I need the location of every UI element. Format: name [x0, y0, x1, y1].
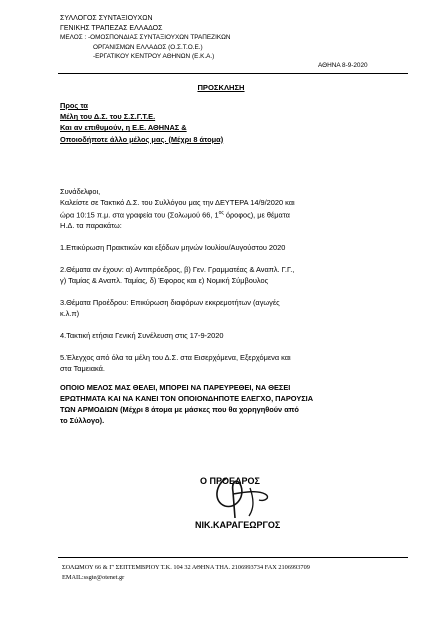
addressee-line-3: Και αν επιθυμούν, η Ε.Ε. ΑΘΗΝΑΣ &	[60, 123, 187, 133]
agenda-item-3-line-2: κ.λ.π)	[60, 309, 80, 319]
greeting: Συνάδελφοι,	[60, 187, 101, 196]
letterhead-line-3: ΜΕΛΟΣ : -ΟΜΟΣΠΟΝΔΙΑΣ ΣΥΝΤΑΞΙΟΥΧΩΝ ΤΡΑΠΕΖΙΚΩΝ	[60, 34, 231, 42]
agenda-item-3-line-1: 3.Θέματα Προέδρου: Επικύρωση διαφόρων εκκρεμοτήτων (αγωγές	[60, 298, 280, 308]
letterhead-line-5: -ΕΡΓΑΤΙΚΟΥ ΚΕΝΤΡΟΥ ΑΘΗΝΩΝ (Ε.Κ.Α.)	[93, 53, 215, 61]
addressee-block	[60, 100, 223, 145]
agenda-item-4: 4.Τακτική ετήσια Γενική Συνέλευση στις 17-9-2020	[60, 331, 224, 341]
agenda-item-5-line-2: στα Ταμειακά.	[60, 364, 105, 374]
intro-line-1: Καλείστε σε Τακτικό Δ.Σ. του Συλλόγου μας την ΔΕΥΤΕΡΑ 14/9/2020 και	[60, 198, 295, 207]
addressee-line-1: Προς τα	[60, 101, 88, 110]
signature-role: Ο ΠΡΟΕΔΡΟΣ	[200, 476, 260, 486]
header-divider	[58, 73, 408, 74]
footer-email: EMAIL:ssgte@otenet.gr	[62, 573, 125, 581]
agenda-item-2-line-1: 2.Θέματα αν έχουν: α) Αντιπρόεδρος, β) Γεν. Γραμματέας & Αναπλ. Γ.Γ.,	[60, 265, 295, 275]
letterhead	[60, 14, 231, 62]
agenda-item-2-line-2: γ) Ταμίας & Αναπλ. Ταμίας, δ) Έφορος και ε) Νομική Σύμβουλος	[60, 276, 269, 286]
addressee-line-4: Οποιοδήποτε άλλο μέλος μας. (Μέχρι 8 άτομα)	[60, 134, 224, 144]
intro-line-2: ώρα 10:15 π.μ. στα γραφεία του (Σολωμού 66, $1^{o\varsigma}$ όροφος), με θέματα	[60, 210, 290, 220]
notice-line-4: το Σύλλογο).	[60, 416, 105, 426]
document-date: ΑΘΗΝΑ 8-9-2020	[318, 62, 368, 69]
handwritten-signature	[205, 472, 285, 522]
agenda-item-1: 1.Επικύρωση Πρακτικών και εξόδων μηνών Ιουλίου/Αυγούστου 2020	[60, 243, 286, 253]
notice-line-1: ΟΠΟΙΟ ΜΕΛΟΣ ΜΑΣ ΘΕΛΕΙ, ΜΠΟΡΕΙ ΝΑ ΠΑΡΕΥΡΕΘΕΙ, ΝΑ ΘΕΣΕΙ	[60, 383, 291, 393]
document-title: ΠΡΟΣΚΛΗΣΗ	[197, 83, 245, 92]
addressee-line-2: Μέλη του Δ.Σ. του Σ.Σ.Γ.Τ.Ε.	[60, 112, 156, 122]
notice-line-2: ΕΡΩΤΗΜΑΤΑ ΚΑΙ ΝΑ ΚΑΝΕΙ ΤΟΝ ΟΠΟΙΟΝΔΗΠΟΤΕ ΕΛΕΓΧΟ, ΠΑΡΟΥΣΙΑ	[60, 394, 314, 404]
footer	[62, 563, 310, 582]
letterhead-line-4: ΟΡΓΑΝΙΣΜΩΝ ΕΛΛΑΔΟΣ (Ο.Σ.Τ.Ο.Ε.)	[93, 43, 203, 51]
footer-divider	[58, 557, 408, 558]
letterhead-line-2: ΓΕΝΙΚΗΣ ΤΡΑΠΕΖΑΣ ΕΛΛΑΔΟΣ	[60, 24, 163, 32]
signature-name: ΝΙΚ.ΚΑΡΑΓΕΩΡΓΟΣ	[195, 520, 281, 530]
footer-address: ΣΟΛΩΜΟΥ 66 & Γ' ΣΕΠΤΕΜΒΡΙΟΥ Τ.Κ. 104 32 ΑΘΗΝΑ ΤΗΛ. 2106993734 FAX 2106993709	[62, 564, 310, 571]
notice-line-3: ΤΩΝ ΑΡΜΟΔΙΩΝ (Μέχρι 8 άτομα με μάσκες που θα χορηγηθούν από	[60, 405, 299, 415]
letterhead-line-1: ΣΥΛΛΟΓΟΣ ΣΥΝΤΑΞΙΟΥΧΩΝ	[60, 15, 153, 22]
agenda-item-5-line-1: 5.Έλεγχος από όλα τα μέλη του Δ.Σ. στα Εισερχόμενα, Εξερχόμενα και	[60, 353, 291, 363]
intro-line-3: Η.Δ. τα παρακάτω:	[60, 221, 122, 231]
letter-body	[60, 186, 400, 426]
